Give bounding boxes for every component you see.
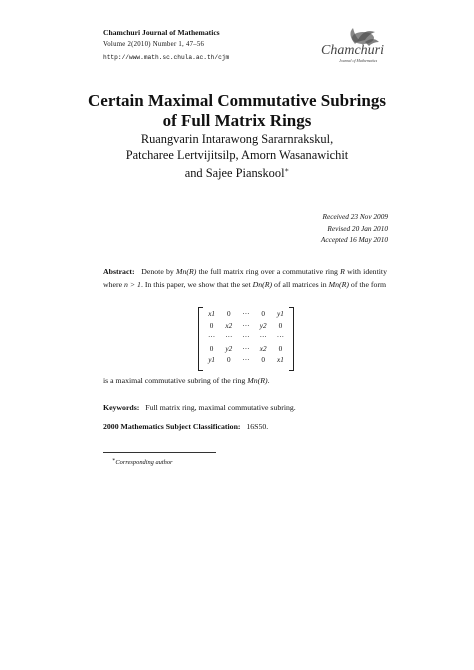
matrix-entries [203,309,289,367]
matrix-cell: y2 [225,344,233,353]
matrix-cell: ··· [208,333,216,342]
abstract-text: with identity where [103,267,387,289]
matrix-cell: 0 [226,356,231,365]
logo-text: Chamchuri [321,43,384,58]
abstract-text: . [267,376,270,385]
authors-line-1: Ruangvarin Intarawong Sararnrakskul, [140,132,334,146]
abstract-text: the full matrix ring over a commutative ring [196,267,341,276]
matrix-cell: y2 [259,321,267,330]
abstract-text: Denote by [141,267,176,276]
authors-line-3-text: and Sajee Pianskool [184,166,285,181]
abstract-conclusion [103,376,270,385]
classification-code: 16S50. [246,422,269,431]
matrix-cell: ··· [259,333,267,342]
footnote-mark: ∗ [112,458,116,463]
matrix-cell: x1 [208,310,215,318]
date-received: Received 23 Nov 2009 [322,212,388,221]
abstract-label: Abstract: [103,267,135,276]
abstract-text: is a maximal commutative subring of the ring [103,376,248,385]
paper-title [0,91,474,131]
matrix-cell: x2 [259,344,267,353]
matrix-right-bracket [289,307,294,371]
matrix-cell: ··· [225,333,233,342]
keywords [103,403,296,412]
matrix-cell: 0 [261,356,265,365]
matrix-display [198,307,294,369]
math-R: R [340,267,345,276]
date-revised: Revised 20 Jan 2010 [327,223,388,233]
keywords-text: Full matrix ring, maximal commutative subring. [145,403,296,412]
matrix-cell: ··· [242,310,250,318]
abstract-text: of the form [348,279,387,289]
authors-line-3 [0,163,474,182]
corresponding-mark: ∗ [284,166,290,174]
matrix-cell: ··· [242,333,250,342]
authors-line-2: Patcharee Lertvijitsilp, Amorn Wasanawichit [125,147,349,162]
abstract-text: . In this paper, we show that the set [140,279,253,289]
abstract [103,266,387,291]
matrix-cell: y1 [208,356,215,365]
journal-url[interactable]: http://www.math.sc.chula.ac.th/cjm [103,54,230,61]
matrix-cell: 0 [261,310,265,318]
submission-dates [321,211,388,246]
math-Mn: Mn(R) [247,376,268,385]
matrix-cell: ··· [242,321,250,330]
matrix-cell: 0 [209,321,214,330]
matrix-cell: ··· [242,344,250,353]
footnote-text: Corresponding author [115,459,173,467]
author-list [0,132,474,182]
title-line-2: of Full Matrix Rings [162,111,312,130]
journal-logo [317,22,389,72]
title-line-1: Certain Maximal Commutative Subrings [88,91,386,110]
matrix-cell: ··· [276,333,284,342]
matrix-cell: x1 [277,356,284,365]
matrix-cell: 0 [278,344,283,353]
footnote [112,457,173,466]
math-Mn: Mn(R) [328,279,349,289]
date-accepted: Accepted 16 May 2010 [320,235,388,244]
math-Dn: Dn(R) [252,279,273,289]
math-n: n > 1 [124,279,141,289]
keywords-label: Keywords: [103,403,140,412]
journal-name: Chamchuri Journal of Mathematics [103,28,220,37]
abstract-text: of all matrices in [272,279,329,289]
matrix-cell: x2 [225,321,233,330]
subject-classification [103,422,268,431]
matrix-cell: y1 [277,310,284,318]
footnote-rule [103,452,216,453]
logo-subtext: Journal of Mathematics [339,58,378,63]
matrix-cell: 0 [226,310,231,318]
matrix-cell: ··· [242,356,250,365]
matrix-cell: 0 [209,344,214,353]
classification-label: 2000 Mathematics Subject Classification: [103,422,241,431]
volume-info: Volume 2(2010) Number 1, 47–56 [103,41,205,48]
matrix-cell: 0 [278,321,283,330]
math-Mn: Mn(R) [176,267,197,276]
